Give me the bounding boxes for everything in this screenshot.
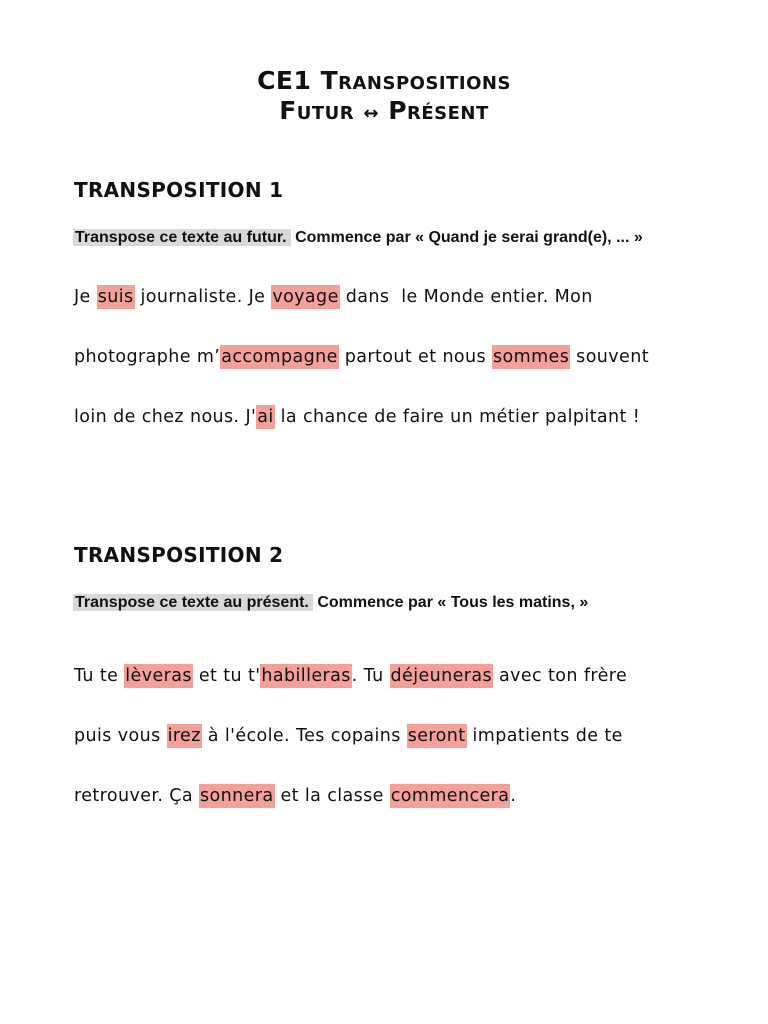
section-2-paragraph <box>74 661 627 841</box>
highlighted-verb: seront <box>407 726 466 746</box>
section-1-instruction-shaded: Transpose ce texte au futur. <box>73 229 291 246</box>
page-title-line-1 <box>0 66 768 96</box>
highlighted-verb: commencera <box>390 786 510 806</box>
section-2-instruction <box>73 593 588 613</box>
highlighted-verb: suis <box>97 287 134 307</box>
text-segment: loin de chez nous. J' <box>74 407 257 427</box>
text-line <box>74 402 649 462</box>
highlighted-verb: habilleras <box>261 666 351 686</box>
section-1-paragraph <box>74 282 649 462</box>
highlighted-verb: ai <box>257 407 274 427</box>
highlighted-verb: voyage <box>272 287 339 307</box>
section-2-instruction-tail: Commence par « Tous les matins, » <box>317 594 589 611</box>
section-1-instruction-tail: Commence par « Quand je serai grand(e), ... » <box>295 229 643 246</box>
text-line <box>74 342 649 402</box>
text-line <box>74 721 627 781</box>
text-segment: avec ton frère <box>493 666 628 686</box>
text-segment: . Tu <box>351 666 390 686</box>
text-line <box>74 282 649 342</box>
title-futur: Futur <box>279 96 355 125</box>
bidirectional-arrow-icon: ↔ <box>363 103 379 124</box>
title-present: Présent <box>388 96 489 125</box>
text-segment: à l'école. Tes copains <box>201 726 407 746</box>
text-segment: retrouver. Ça <box>74 786 199 806</box>
page-title-line-2 <box>0 96 768 129</box>
text-segment: journaliste. Je <box>134 287 272 307</box>
text-line <box>74 781 627 841</box>
text-segment: la chance de faire un métier palpitant ! <box>274 407 641 427</box>
highlighted-verb: lèveras <box>125 666 192 686</box>
text-segment: dans le Monde entier. Mon <box>339 287 593 307</box>
highlighted-verb: irez <box>167 726 201 746</box>
section-1-heading: TRANSPOSITION 1 <box>74 178 284 202</box>
section-1-instruction <box>73 228 643 248</box>
text-segment: Tu te <box>74 666 125 686</box>
highlighted-verb: accompagne <box>221 347 338 367</box>
highlighted-verb: déjeuneras <box>390 666 493 686</box>
text-segment: partout et nous <box>338 347 493 367</box>
title-text-1: CE1 Transpositions <box>257 66 511 95</box>
section-2-heading: TRANSPOSITION 2 <box>74 543 284 567</box>
text-segment: photographe m’ <box>74 347 221 367</box>
text-segment: et tu t' <box>192 666 261 686</box>
section-2-instruction-shaded: Transpose ce texte au présent. <box>73 594 313 611</box>
text-line <box>74 661 627 721</box>
text-segment: Je <box>74 287 97 307</box>
text-segment: . <box>510 786 517 806</box>
highlighted-verb: sommes <box>493 347 570 367</box>
text-segment: puis vous <box>74 726 167 746</box>
text-segment: souvent <box>570 347 649 367</box>
text-segment: et la classe <box>274 786 390 806</box>
text-segment: impatients de te <box>466 726 623 746</box>
highlighted-verb: sonnera <box>200 786 274 806</box>
